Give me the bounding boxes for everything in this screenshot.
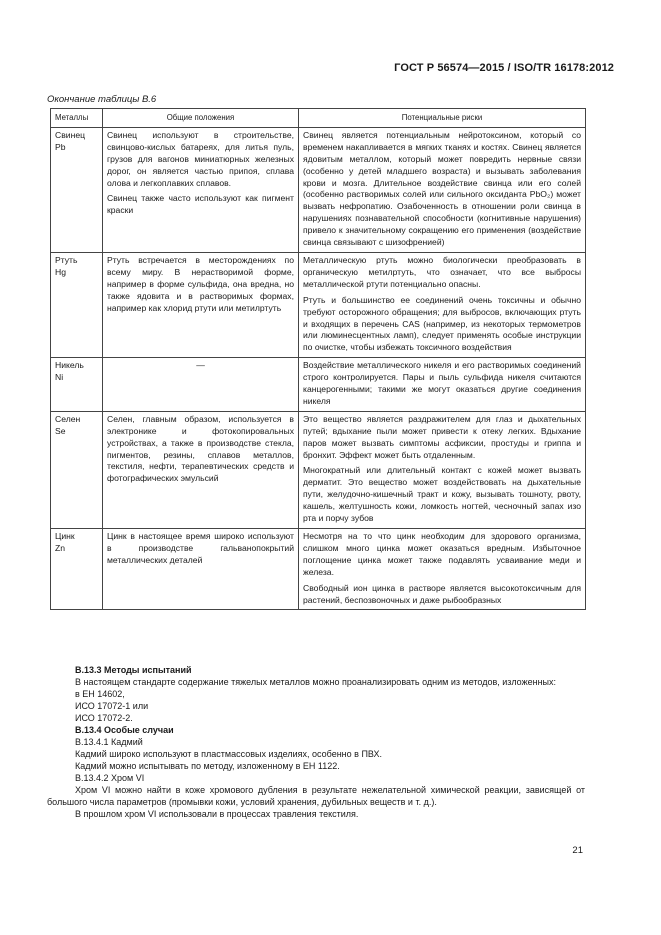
general-paragraph: Свинец также часто используют как пигмент краски — [107, 193, 294, 216]
table-row — [51, 127, 586, 252]
table-caption: Окончание таблицы В.6 — [47, 94, 157, 105]
paragraph: Кадмий можно испытывать по методу, изложенному в ЕН 1122. — [75, 761, 340, 771]
general-cell — [103, 529, 299, 610]
general-paragraph: Свинец используют в строительстве, свинцово-кислых батареях, для литья пуль, грузов для вагонов миниатюрных железных дорог, он является частью припоя, сплава олова и легкоплавких сплавов. — [107, 129, 294, 188]
risks-paragraph: Воздействие металлического никеля и его растворимых соединений строго контролируется. Пары и пыль сульфида никеля считаются канцерогенными; такими же могут оказаться другие соединения никеля — [303, 360, 581, 406]
metals-table — [50, 108, 586, 610]
metal-symbol: Se — [55, 425, 66, 436]
risks-cell — [299, 529, 586, 610]
metal-name: Селен — [55, 413, 81, 424]
column-header-risks: Потенциальные риски — [299, 109, 586, 128]
table-row — [51, 529, 586, 610]
risks-cell — [299, 358, 586, 412]
list-item: ИСО 17072-1 или — [75, 701, 149, 711]
metal-name: Цинк — [55, 531, 75, 541]
table-row — [51, 358, 586, 412]
risks-cell — [299, 411, 586, 528]
risks-paragraph: Свинец является потенциальным нейротоксином, который со временем накапливается в мягких тканях и костях. Свинец является ядовитым металлом, который может повредить нервные связи (особенно у детей младшего возраста) и вызывать заболевания крови и мозга. Длительное воздействие свинца или его солей (особенно растворимых солей или сильного оксиданта PbO₂) может вызвать нефропатию. Озабоченность в отношении роли свинца в нарушениях познавательной способности (когнитивные нарушения) привело к значительному сокращению его применения (воздействие свинца связывают с шизофренией) — [303, 129, 581, 248]
risks-cell — [299, 252, 586, 357]
general-cell — [103, 358, 299, 412]
metal-symbol: Pb — [55, 141, 66, 152]
paragraph: Кадмий широко используют в пластмассовых изделиях, особенно в ПВХ. — [75, 749, 383, 759]
section-heading: В.13.4 Особые случаи — [75, 725, 174, 735]
list-item: ИСО 17072-2. — [75, 713, 133, 723]
column-header-general: Общие положения — [103, 109, 299, 128]
metal-name: Никель — [55, 360, 84, 371]
general-paragraph: — — [196, 360, 205, 371]
risks-cell — [299, 127, 586, 252]
metal-cell — [51, 252, 103, 357]
subsection-heading: В.13.4.1 Кадмий — [75, 737, 143, 747]
paragraph: В настоящем стандарте содержание тяжелых металлов можно проанализировать одним из методов, изложенных: — [75, 677, 557, 687]
metal-name: Ртуть — [55, 254, 78, 265]
risks-paragraph: Ртуть и большинство ее соединений очень токсичны и обычно требуют осторожного обращения; для выбросов, включающих ртуть и входящих в перечень CAS (например, из некоторых термометров или люминесцентных ламп), следует применять особые инструкции по очистке, чтобы избежать токсичного воздействия — [303, 294, 581, 353]
body-text — [47, 664, 585, 820]
table-header-row — [51, 109, 586, 128]
table-row — [51, 252, 586, 357]
general-cell — [103, 252, 299, 357]
general-paragraph: Селен, главным образом, используется в электронике и фотокопировальных устройствах, а также в производстве стекла, пигментов, резины, сплавов металлов, текстиля, нефти, терапевтических средств и фотографических эмульсий — [107, 413, 294, 484]
document-header: ГОСТ Р 56574—2015 / ISO/TR 16178:2012 — [394, 62, 614, 74]
page-number: 21 — [572, 845, 583, 856]
paragraph: Хром VI можно найти в коже хромового дубления в результате нежелательной химической реакции, зависящей от большого числа параметров (промывки кожи, условий хранения, дубильных веществ и т. д.). — [47, 785, 585, 807]
metal-cell — [51, 358, 103, 412]
risks-paragraph: Несмотря на то что цинк необходим для здорового организма, слишком много цинка может оказаться вредным. Избыточное поглощение цинка может также подавлять усваивание меди и железа. — [303, 531, 581, 577]
metal-cell — [51, 127, 103, 252]
metal-cell — [51, 411, 103, 528]
metal-symbol: Hg — [55, 266, 66, 277]
risks-paragraph: Металлическую ртуть можно биологически преобразовать в органическую метилртуть, что означает, что все выбросы металлической ртути потенциально опасны. — [303, 254, 581, 289]
general-cell — [103, 411, 299, 528]
general-cell — [103, 127, 299, 252]
list-item: в ЕН 14602, — [75, 689, 125, 699]
column-header-metals: Металлы — [51, 109, 103, 128]
paragraph: В прошлом хром VI использовали в процессах травления текстиля. — [75, 809, 359, 819]
risks-paragraph: Свободный ион цинка в растворе является высокотоксичным для растений, беспозвоночных и даже рыбообразных — [303, 582, 581, 605]
metal-symbol: Ni — [55, 372, 64, 383]
metal-symbol: Zn — [55, 542, 66, 553]
section-heading: В.13.3 Методы испытаний — [75, 665, 192, 675]
general-paragraph: Ртуть встречается в месторождениях по всему миру. В нерастворимой форме, например в форме сульфида, она вредна, но также ядовита и в растворимых формах, например как хлорид ртути или метилртуть — [107, 254, 294, 313]
risks-paragraph: Многократный или длительный контакт с кожей может вызвать дерматит. Это вещество может воздействовать на дыхательные пути, желудочно-кишечный тракт и кожу, вызывать тошноту, рвоту, кашель, желтушность кожи, ломкость ногтей, чесночный запах изо рта и порчу зубов — [303, 465, 581, 524]
risks-paragraph: Это вещество является раздражителем для глаз и дыхательных путей; вдыхание пыли может привести к отеку легких. Вдыхание паров может вызвать симптомы асфиксии, простуды и гриппа и бронхит. Эффект может быть отдаленным. — [303, 413, 581, 460]
metal-cell — [51, 529, 103, 610]
general-paragraph: Цинк в настоящее время широко используют в производстве гальванопокрытий металлических деталей — [107, 531, 294, 565]
subsection-heading: В.13.4.2 Хром VI — [75, 773, 145, 783]
table-row — [51, 411, 586, 528]
metal-name: Свинец — [55, 129, 86, 140]
